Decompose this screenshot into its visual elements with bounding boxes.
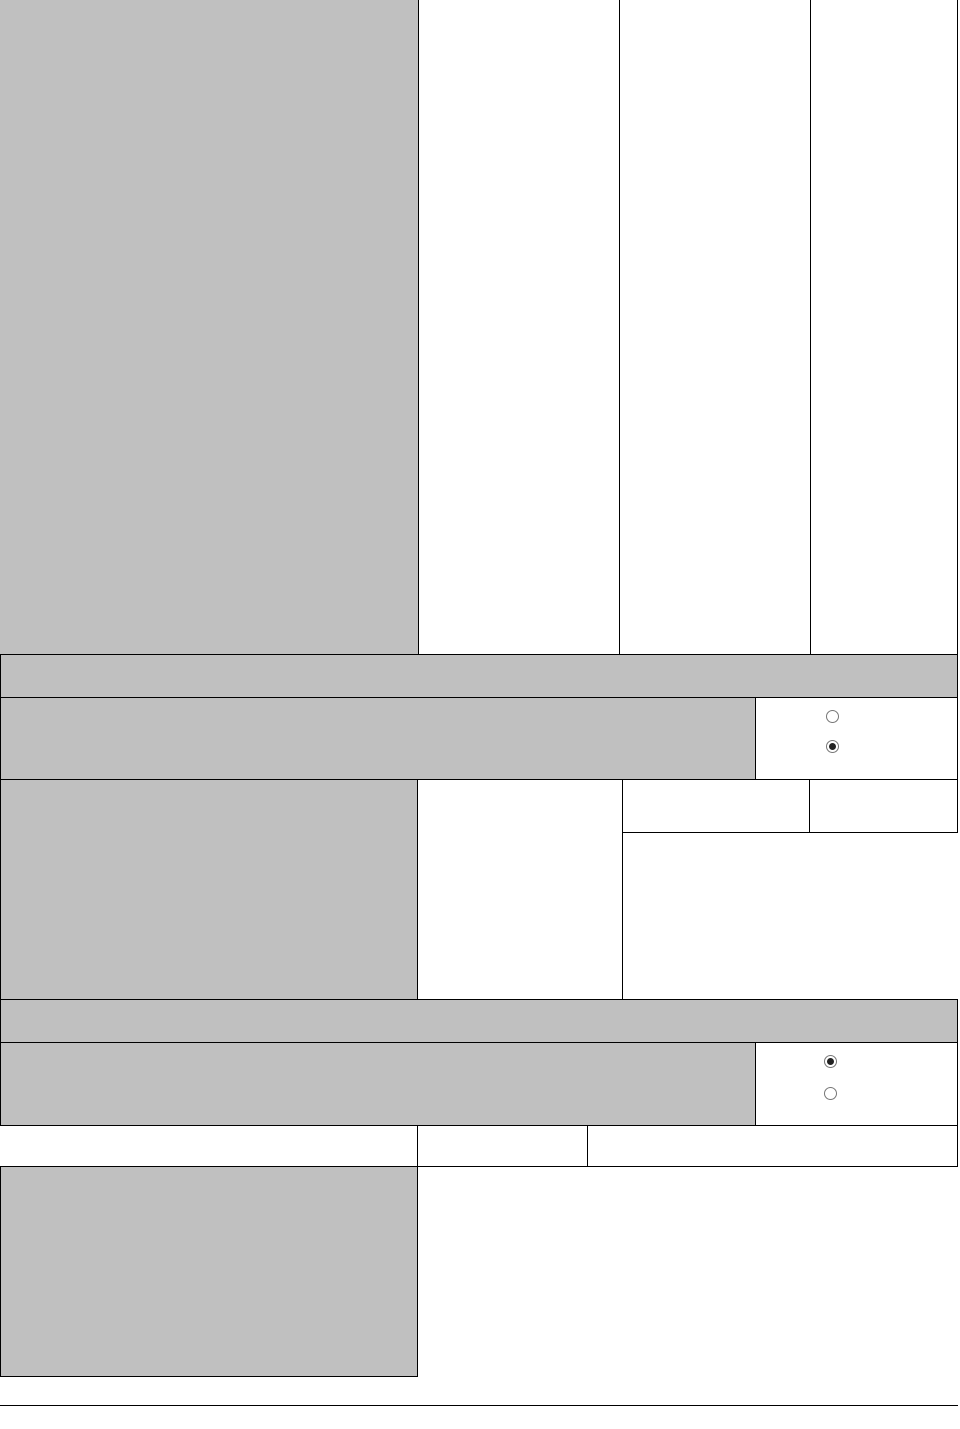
przedmiot-header-cell (622, 779, 810, 833)
q51-radio-cell (755, 1042, 958, 1126)
q42-label-cell (0, 779, 418, 1000)
q52-header-spacer (0, 1125, 418, 1166)
sfera-column (417, 779, 623, 1000)
kod-header-cell (809, 779, 958, 833)
radio-selected-icon (824, 1055, 837, 1068)
footer-rule (0, 1405, 958, 1406)
top-left-cell (0, 0, 418, 654)
section5-title-bar (0, 999, 958, 1043)
q52-label-cell (0, 1166, 418, 1377)
q51-yes-radio[interactable] (824, 1046, 841, 1076)
q41-yes-radio[interactable] (826, 701, 843, 731)
radio-circle-icon (824, 1087, 837, 1100)
q41-no-radio[interactable] (826, 731, 843, 761)
radio-circle-icon (826, 710, 839, 723)
q51-label-cell (0, 1042, 756, 1126)
radio-selected-icon (826, 740, 839, 753)
kod5-header-cell (417, 1125, 588, 1167)
q41-label-cell (0, 697, 756, 780)
divider (957, 0, 958, 654)
q51-no-radio[interactable] (824, 1078, 841, 1108)
divider (619, 0, 620, 654)
divider (810, 0, 811, 654)
divider (418, 0, 419, 654)
q41-radio-cell (755, 697, 958, 780)
section4-title-bar (0, 654, 958, 698)
opis-header-cell (587, 1125, 958, 1167)
